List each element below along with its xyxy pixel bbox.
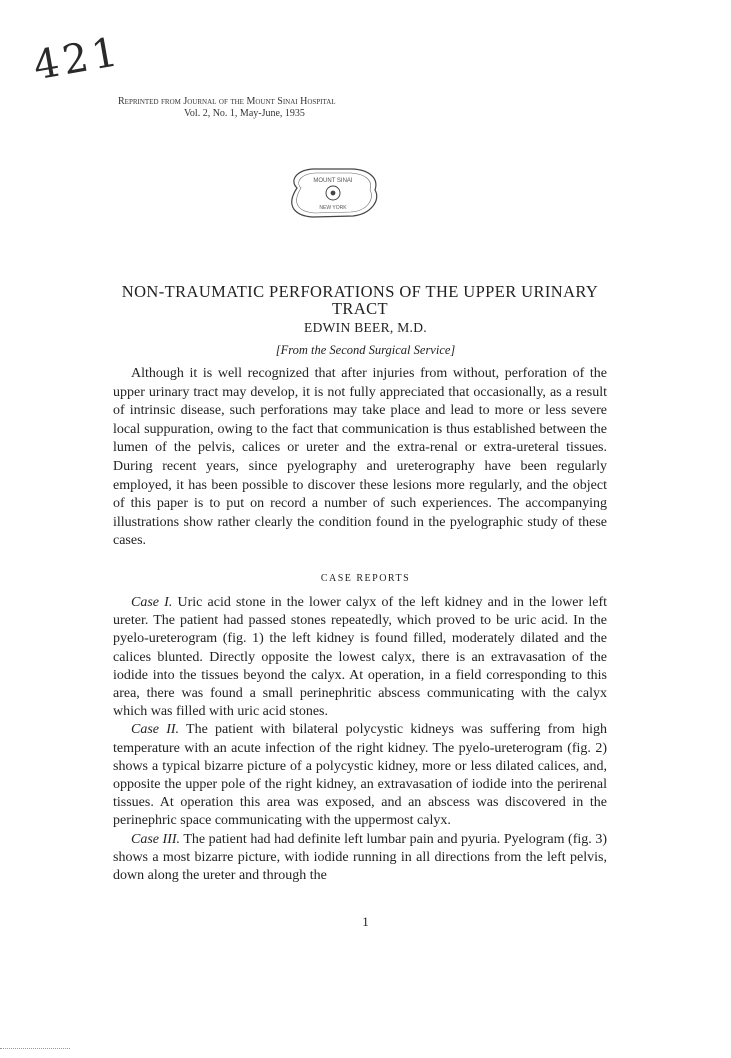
case-label: Case II. bbox=[131, 722, 180, 738]
library-stamp bbox=[283, 166, 383, 220]
reprint-volume: Vol. 2, No. 1, May-June, 1935 bbox=[184, 108, 305, 119]
case-text: The patient had had definite left lumbar pain and pyuria. Pyelogram (fig. 3) shows a most bizarre picture, with iodide running in all directions from the left pelvis, down along the ureter and through the bbox=[113, 831, 607, 884]
page-number: 1 bbox=[362, 914, 369, 929]
article-title: NON-TRAUMATIC PERFORATIONS OF THE UPPER URINARY TRACT bbox=[121, 282, 599, 318]
intro-text: Although it is well recognized that after injuries from without, perforation of the upper urinary tract may develop, it is not fully appreciated that occasionally, as a result of intrinsic disease, such perforations may take place and lead to more or less severe local suppuration, owing to the fact that communication is thus established between the lumen of the pelvis, calices or ureter and the extra-renal or extra-ureteral tissues. During recent years, since pyelography and ureterography have been regularly employed, it has been possible to discover these lesions more regularly, and the object of this paper is to put on record a number of such experiences. The accompanying illustrations show rather clearly the condition found in the pyelographic study of these cases. bbox=[113, 366, 607, 549]
scan-artifact bbox=[0, 1048, 70, 1050]
stamp-text-top: MOUNT SINAI bbox=[313, 178, 353, 184]
case-paragraph bbox=[113, 721, 607, 830]
stamp-text-bottom: NEW YORK bbox=[319, 205, 347, 211]
case-reports bbox=[113, 594, 607, 885]
case-paragraph bbox=[113, 831, 607, 886]
handwritten-number: 421 bbox=[30, 28, 126, 90]
reprint-source: Reprinted from Journal of the Mount Sinai Hospital bbox=[118, 96, 336, 107]
section-heading: CASE REPORTS bbox=[320, 573, 411, 584]
case-label: Case I. bbox=[131, 595, 173, 610]
reprint-notice bbox=[118, 96, 336, 120]
case-paragraph bbox=[113, 594, 607, 721]
intro-paragraph bbox=[113, 365, 607, 551]
case-text: Uric acid stone in the lower calyx of the left kidney and in the lower left ureter. The patient had passed stones repeatedly, which proved to be uric acid. In the pyelo-ureterogram (fig. 1) the left kidney is found filled, moderately dilated and the calices blunted. Directly opposite the lowest calyx, there is an extravasation of the iodide into the tissues beyond the calyx. At operation, in a field corresponding to this area, there was found a small perinephritic abscess communicating with the calyx which was filled with uric acid stones. bbox=[113, 595, 607, 720]
author-name: EDWIN BEER, M.D. bbox=[304, 320, 427, 335]
service-note: [From the Second Surgical Service] bbox=[275, 343, 456, 357]
case-label: Case III. bbox=[131, 831, 181, 847]
case-text: The patient with bilateral polycystic kidneys was suffering from high temperature with an acute infection of the right kidney. The pyelo-ureterogram (fig. 2) shows a typical bizarre picture of a polycystic kidney, more or less dilated calices, and, opposite the upper pole of the right kidney, an extravasation of iodide into the perirenal tissues. At operation this area was exposed, and an abscess was discovered in the perinephric space communicating with the uppermost calyx. bbox=[113, 722, 608, 829]
